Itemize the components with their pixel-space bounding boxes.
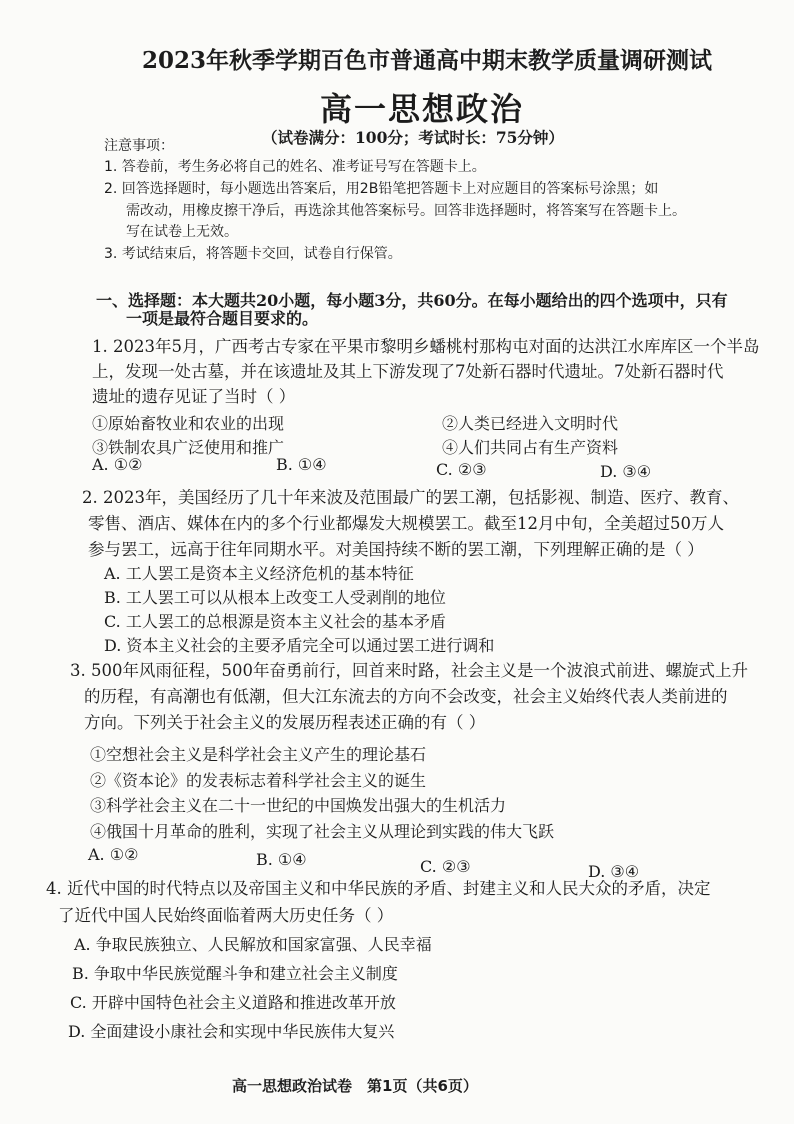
- question-3-choice-d: D. ③④: [588, 862, 640, 881]
- question-2-choice-b: B. 工人罢工可以从根本上改变工人受剥削的地位: [104, 588, 446, 607]
- question-4-choice-b: B. 争取中华民族觉醒斗争和建立社会主义制度: [72, 964, 398, 983]
- question-1-line: 遗址的遗存见证了当时（ ）: [92, 387, 296, 406]
- question-1-item: ①原始畜牧业和农业的出现: [92, 414, 285, 433]
- question-1-item: ④人们共同占有生产资料: [442, 438, 619, 457]
- question-2-line: 参与罢工，远高于往年同期水平。对美国持续不断的罢工潮，下列理解正确的是（ ）: [88, 540, 704, 559]
- notice-line: 3. 考试结束后，将答题卡交回，试卷自行保管。: [104, 246, 402, 262]
- question-4-choice-a: A. 争取民族独立、人民解放和国家富强、人民幸福: [74, 935, 432, 954]
- question-3-choice-b: B. ①④: [256, 850, 307, 869]
- question-1-choice-a: A. ①②: [92, 455, 143, 474]
- question-1-line: 上，发现一处古墓，并在该遗址及其上下游发现了7处新石器时代遗址。7处新石器时代: [92, 362, 724, 381]
- question-1-line: 1. 2023年5月，广西考古专家在平果市黎明乡蟠桃村那构屯对面的达洪江水库库区一个半岛: [92, 337, 760, 356]
- question-1-item: ③铁制农具广泛使用和推广: [92, 438, 285, 457]
- notice-line: 2. 回答选择题时，每小题选出答案后，用2B铅笔把答题卡上对应题目的答案标号涂黑；如: [104, 181, 659, 197]
- notice-heading: 注意事项：: [104, 138, 174, 154]
- notice-line: 1. 答卷前，考生务必将自己的姓名、准考证号写在答题卡上。: [104, 159, 486, 175]
- section-heading: 一、选择题：本大题共20小题，每小题3分，共60分。在每小题给出的四个选项中，只有: [96, 291, 728, 310]
- question-2-choice-d: D. 资本主义社会的主要矛盾完全可以通过罢工进行调和: [104, 636, 495, 655]
- question-3-line: 3. 500年风雨征程，500年奋勇前行，回首来时路，社会主义是一个波浪式前进、螺旋式上升: [70, 661, 748, 680]
- notice-line: 需改动，用橡皮擦干净后，再选涂其他答案标号。回答非选择题时，将答案写在答题卡上。: [126, 203, 686, 219]
- notice-line: 写在试卷上无效。: [126, 224, 238, 240]
- question-2-line: 2. 2023年，美国经历了几十年来波及范围最广的罢工潮，包括影视、制造、医疗、教育、: [82, 488, 739, 507]
- question-2-choice-c: C. 工人罢工的总根源是资本主义社会的基本矛盾: [104, 612, 446, 631]
- question-3-item: ③科学社会主义在二十一世纪的中国焕发出强大的生机活力: [90, 796, 507, 815]
- question-4-choice-c: C. 开辟中国特色社会主义道路和推进改革开放: [70, 993, 396, 1012]
- question-3-item: ④俄国十月革命的胜利，实现了社会主义从理论到实践的伟大飞跃: [90, 822, 555, 841]
- question-2-choice-a: A. 工人罢工是资本主义经济危机的基本特征: [104, 564, 414, 583]
- subject-title: 高一思想政治: [320, 90, 525, 128]
- page-footer: 高一思想政治试卷 第1页（共6页）: [232, 1077, 478, 1095]
- exam-meta: （试卷满分：100分；考试时长：75分钟）: [262, 128, 564, 147]
- question-3-item: ②《资本论》的发表标志着科学社会主义的诞生: [90, 771, 427, 790]
- question-3-line: 方向。下列关于社会主义的发展历程表述正确的有（ ）: [84, 713, 486, 732]
- question-3-item: ①空想社会主义是科学社会主义产生的理论基石: [90, 745, 427, 764]
- question-1-choice-c: C. ②③: [436, 460, 487, 479]
- question-2-line: 零售、酒店、媒体在内的多个行业都爆发大规模罢工。截至12月中旬，全美超过50万人: [88, 514, 724, 533]
- question-1-choice-b: B. ①④: [276, 455, 327, 474]
- question-4-choice-d: D. 全面建设小康社会和实现中华民族伟大复兴: [68, 1022, 395, 1041]
- exam-title: 2023年秋季学期百色市普通高中期末教学质量调研测试: [142, 47, 713, 74]
- question-3-choice-a: A. ①②: [88, 845, 139, 864]
- question-3-line: 的历程，有高潮也有低潮，但大江东流去的方向不会改变，社会主义始终代表人类前进的: [84, 687, 728, 706]
- question-1-choice-d: D. ③④: [600, 462, 652, 481]
- question-4-line: 了近代中国人民始终面临着两大历史任务（ ）: [58, 906, 394, 925]
- section-heading-cont: 一项是最符合题目要求的。: [126, 309, 319, 328]
- question-1-item: ②人类已经进入文明时代: [442, 414, 619, 433]
- question-4-line: 4. 近代中国的时代特点以及帝国主义和中华民族的矛盾、封建主义和人民大众的矛盾，决定: [46, 879, 711, 898]
- question-3-choice-c: C. ②③: [420, 857, 471, 876]
